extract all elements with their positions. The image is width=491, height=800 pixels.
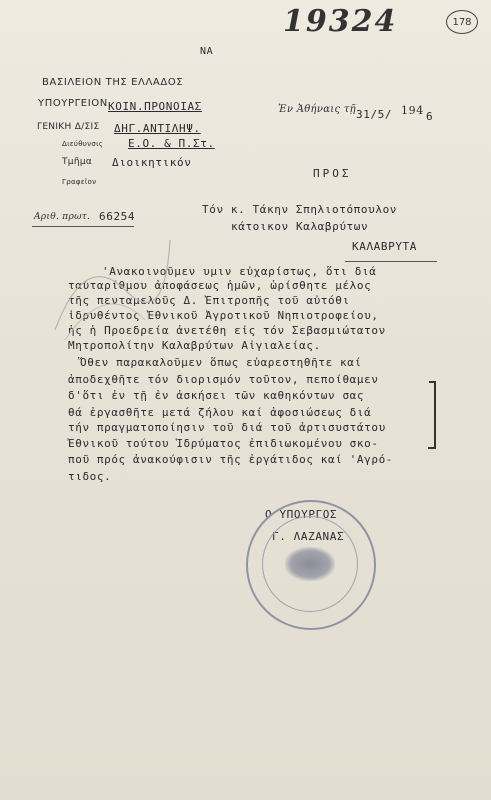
coat-of-arms-icon bbox=[285, 547, 335, 581]
pencil-scribble-1 bbox=[45, 230, 175, 350]
body-line-8: ἀποδεχθῆτε τόν διορισμόν τοῦτον, πεποίθαμεν bbox=[68, 373, 379, 386]
body-line-3: τῆς πενταμελοῦς Δ. Ἐπιτροπῆς τοῦ αὐτόθι bbox=[68, 294, 350, 307]
header-directorate-label: ΓΕΝΙΚΗ Δ/ΣΙΣ bbox=[37, 122, 100, 132]
body-line-14: τιδος. bbox=[68, 470, 112, 483]
date-place: Ἐν Ἀθήναις τῇ bbox=[278, 104, 356, 115]
header-section-label: Τμῆμα bbox=[62, 157, 93, 167]
recipient-pros: ΠΡΟΣ bbox=[313, 167, 352, 180]
recipient-name: Τόν κ. Τάκην Σπηλιοτόπουλον bbox=[202, 203, 398, 216]
body-line-11: τήν πραγματοποίησιν τοῦ διά τοῦ ἀρτισυστάτου bbox=[68, 421, 386, 434]
protocol-value: 66254 bbox=[99, 210, 136, 223]
body-line-10: θά ἐργασθῆτε μετά ζήλου καί ἀφοσιώσεως διά bbox=[68, 406, 372, 419]
date-year-suffix: 6 bbox=[426, 110, 434, 123]
body-line-5: ἡς ἡ Προεδρεία ἀνετέθη εἰς τόν Σεβασμιώτατον bbox=[68, 324, 386, 337]
official-stamp bbox=[246, 500, 376, 630]
body-line-1: 'Ανακοινοῦμεν υμιν εὐχαρίστως, ὅτι διά bbox=[102, 265, 377, 278]
body-line-12: Ἐθνικοῦ τούτου Ἱδρύματος ἐπιδιωκομένου σκο- bbox=[68, 437, 379, 450]
signature-name: Γ. ΛΑΖΑΝΑΣ bbox=[272, 530, 345, 543]
body-line-6: Μητροπολίτην Καλαβρύτων Αἰγιαλείας. bbox=[68, 339, 321, 352]
date-year-prefix: 194 bbox=[401, 104, 424, 117]
body-line-7: Ὅθεν παρακαλοῦμεν ὅπως εὐαρεστηθῆτε καί bbox=[80, 356, 362, 369]
city-underline bbox=[345, 261, 437, 262]
header-office-label: Γραφεῖον bbox=[62, 178, 97, 186]
folio-number: 178 bbox=[446, 10, 478, 34]
protocol-label: Αριθ. πρωτ. bbox=[34, 212, 91, 222]
protocol-underline bbox=[32, 226, 134, 227]
body-line-9: δ'ὅτι ἐν τῇ ἐν ἀσκήσει τῶν καθηκόντων σας bbox=[68, 389, 365, 402]
stamp-inner-ring bbox=[262, 516, 358, 612]
header-na: ΝΑ bbox=[200, 46, 214, 57]
header-division-value: Ε.Ο. & Π.Στ. bbox=[128, 137, 215, 150]
date-value: 31/5/ bbox=[356, 108, 393, 121]
body-line-4: ἱδρυθέντος Ἐθνικοῦ Ἀγροτικοῦ Νηπιοτροφείου, bbox=[68, 309, 379, 322]
recipient-residence: κάτοικον Καλαβρύτων bbox=[231, 220, 369, 233]
signature-title: Ο ΥΠΟΥΡΓΟΣ bbox=[265, 508, 338, 521]
body-line-13: ποῦ πρός ἀνακούφισιν τῆς ἐργάτιδος καί 'Αγρό- bbox=[68, 453, 394, 466]
handwritten-number: 19324 bbox=[283, 4, 398, 39]
header-ministry-label: ΥΠΟΥΡΓΕΙΟΝ bbox=[38, 98, 108, 109]
header-kingdom: ΒΑΣΙΛΕΙΟΝ ΤΗΣ ΕΛΛΑΔΟΣ bbox=[42, 77, 184, 88]
margin-bracket-mark bbox=[425, 380, 445, 452]
header-section-value: Διοικητικόν bbox=[112, 156, 192, 169]
header-ministry-value: ΚΟΙΝ.ΠΡΟΝΟΙΑΣ bbox=[108, 100, 202, 113]
header-division-label: Διεύθυνσις bbox=[62, 140, 104, 148]
recipient-city: ΚΑΛΑΒΡΥΤΑ bbox=[352, 240, 418, 253]
header-directorate-value: ΔΗΓ.ΑΝΤΙΛΗΨ. bbox=[114, 122, 201, 135]
body-line-2: ταὐταρίθμου ἀποφάσεως ἡμῶν, ὡρίσθητε μέλος bbox=[68, 279, 372, 292]
